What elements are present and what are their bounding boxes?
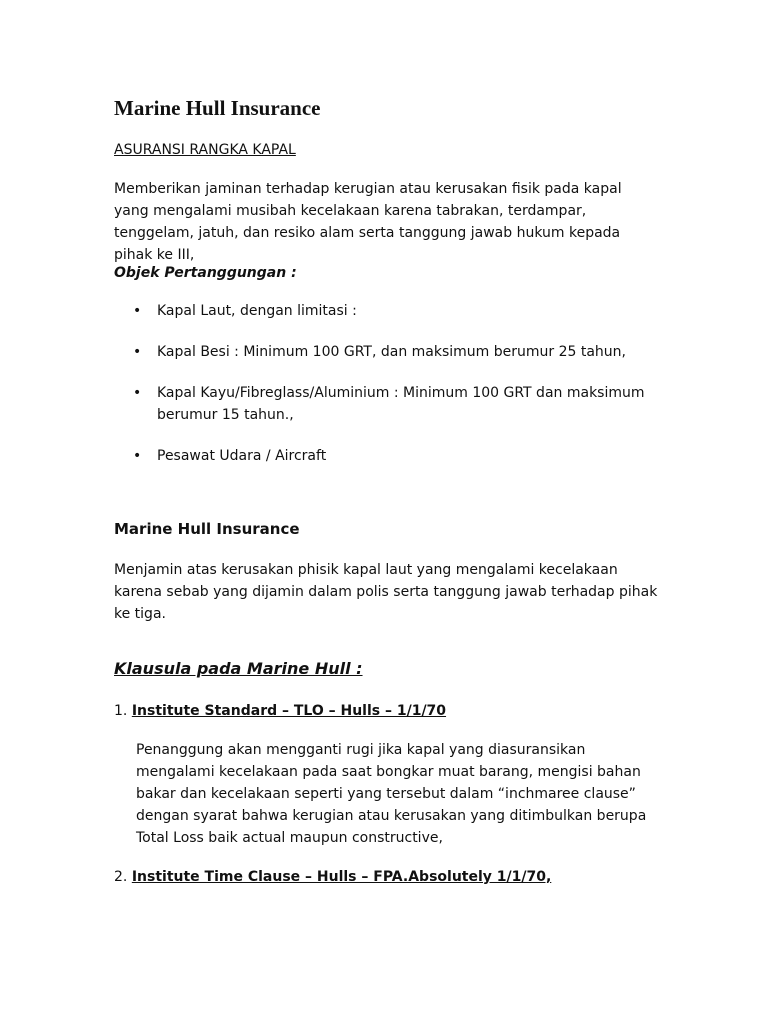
list-item bbox=[114, 445, 654, 467]
list-item-text: Kapal Besi : Minimum 100 GRT, dan maksimum berumur 25 tahun, bbox=[157, 344, 626, 360]
section-paragraph: Menjamin atas kerusakan phisik kapal laut yang mengalami kecelakaan karena sebab yang dijamin dalam polis serta tanggung jawab terhadap pihak ke tiga. bbox=[114, 562, 658, 622]
clause-description: Penanggung akan mengganti rugi jika kapal yang diasuransikan mengalami kecelakaan pada saat bongkar muat barang, mengisi bahan bakar dan kecelakaan seperti yang tersebut dalam “inchmaree clause” dengan syarat bahwa kerugian atau kerusakan yang ditimbulkan berupa Total Loss baik actual maupun constructive, bbox=[136, 742, 647, 846]
list-item-text: Pesawat Udara / Aircraft bbox=[157, 448, 327, 464]
bullet-icon: • bbox=[133, 303, 142, 319]
intro-paragraph: Memberikan jaminan terhadap kerugian atau kerusakan fisik pada kapal yang mengalami musibah kecelakaan karena tabrakan, terdampar, tenggelam, jatuh, dan resiko alam serta tanggung jawab hukum kepada pihak ke III, bbox=[114, 181, 622, 263]
list-item-text: Kapal Kayu/Fibreglass/Aluminium : Minimum 100 GRT dan maksimum berumur 15 tahun., bbox=[157, 385, 645, 423]
clause-item bbox=[114, 700, 446, 722]
objek-heading: Objek Pertanggungan : bbox=[114, 265, 297, 281]
bullet-icon: • bbox=[133, 385, 142, 401]
clause-number: 1. bbox=[114, 703, 128, 719]
bullet-icon: • bbox=[133, 448, 142, 464]
section-heading: Marine Hull Insurance bbox=[114, 520, 300, 538]
clause-label: Institute Time Clause – Hulls – FPA.Absolutely 1/1/70, bbox=[131, 869, 552, 885]
klausula-heading: Klausula pada Marine Hull : bbox=[114, 659, 363, 678]
document-title: Marine Hull Insurance bbox=[114, 96, 321, 120]
clause-item bbox=[114, 866, 551, 888]
bullet-icon: • bbox=[133, 344, 142, 360]
subtitle: ASURANSI RANGKA KAPAL bbox=[114, 142, 296, 158]
list-item bbox=[114, 382, 654, 426]
list-item bbox=[114, 300, 654, 322]
coverage-list bbox=[114, 300, 654, 486]
list-item-text: Kapal Laut, dengan limitasi : bbox=[157, 303, 357, 319]
clause-number: 2. bbox=[114, 869, 128, 885]
list-item bbox=[114, 341, 654, 363]
clause-label: Institute Standard – TLO – Hulls – 1/1/70 bbox=[131, 703, 447, 719]
